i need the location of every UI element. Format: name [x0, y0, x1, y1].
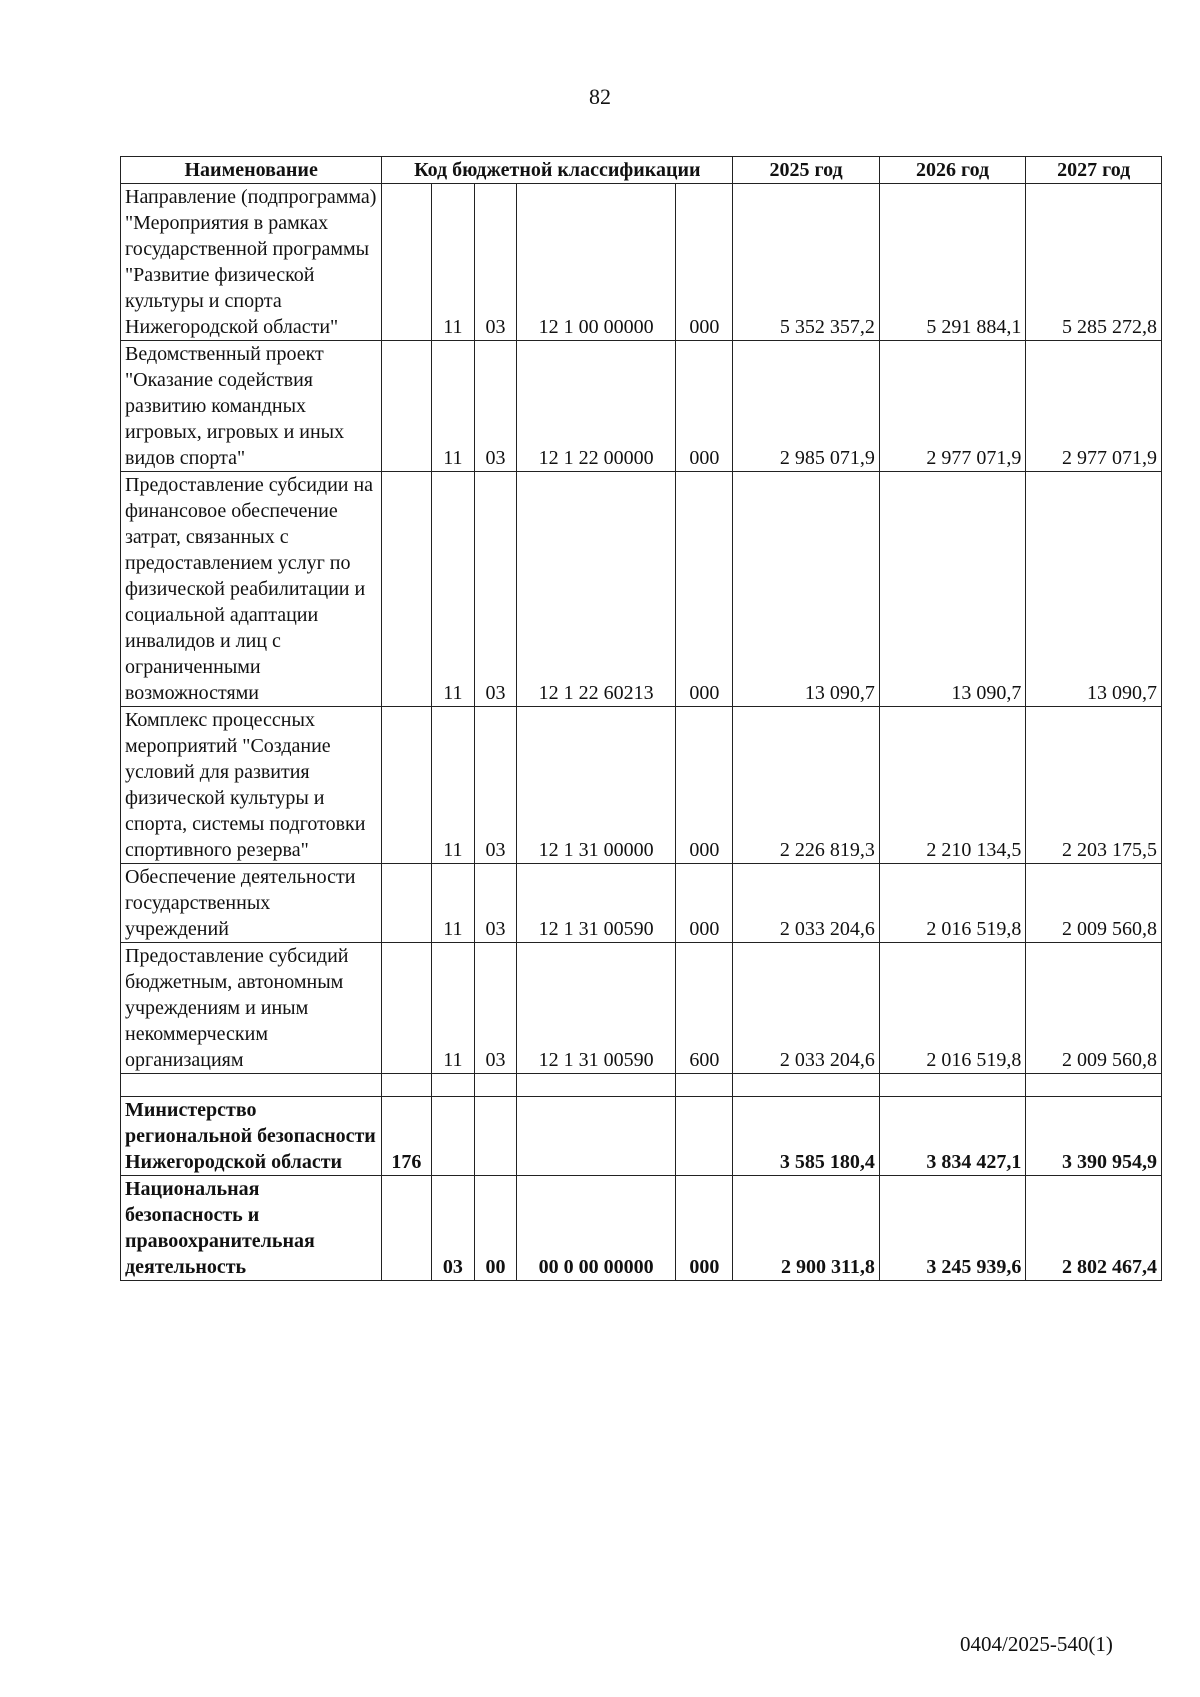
row-name: Предоставление субсидий бюджетным, автономным учреждениям и иным некоммерческим организациям: [121, 943, 382, 1074]
empty-cell: [733, 1074, 880, 1097]
code-target: 12 1 31 00590: [516, 864, 676, 943]
header-2026: 2026 год: [879, 157, 1026, 184]
value-2027: 5 285 272,8: [1026, 184, 1162, 341]
code-target: 00 0 00 00000: [516, 1176, 676, 1281]
code-ministry: [382, 707, 431, 864]
row-name: Предоставление субсидии на финансовое обеспечение затрат, связанных с предоставлением услуг по физической реабилитации и социальной адаптации инвалидов и лиц с ограниченными возможностями: [121, 472, 382, 707]
value-2027: 3 390 954,9: [1026, 1097, 1162, 1176]
code-subsection: 03: [475, 864, 517, 943]
value-2027: 2 977 071,9: [1026, 341, 1162, 472]
value-2025: 2 033 204,6: [733, 864, 880, 943]
value-2027: 2 009 560,8: [1026, 864, 1162, 943]
code-subsection: 00: [475, 1176, 517, 1281]
value-2027: 2 203 175,5: [1026, 707, 1162, 864]
code-target: 12 1 00 00000: [516, 184, 676, 341]
code-subsection: 03: [475, 184, 517, 341]
empty-cell: [382, 1074, 431, 1097]
value-2025: 13 090,7: [733, 472, 880, 707]
page-number: 82: [589, 84, 611, 109]
code-target: 12 1 31 00000: [516, 707, 676, 864]
row-name: Обеспечение деятельности государственных учреждений: [121, 864, 382, 943]
value-2025: 5 352 357,2: [733, 184, 880, 341]
table-row: [121, 184, 1162, 341]
table-row: [121, 864, 1162, 943]
code-ministry: 176: [382, 1097, 431, 1176]
value-2025: 2 226 819,3: [733, 707, 880, 864]
table-row: [121, 1176, 1162, 1281]
empty-cell: [676, 1074, 733, 1097]
code-subsection: 03: [475, 472, 517, 707]
table-row: [121, 943, 1162, 1074]
value-2026: 3 245 939,6: [879, 1176, 1026, 1281]
value-2026: 2 210 134,5: [879, 707, 1026, 864]
value-2026: 3 834 427,1: [879, 1097, 1026, 1176]
code-expense-type: 000: [676, 472, 733, 707]
value-2025: 3 585 180,4: [733, 1097, 880, 1176]
value-2026: 5 291 884,1: [879, 184, 1026, 341]
header-name: Наименование: [121, 157, 382, 184]
code-section: 11: [431, 864, 475, 943]
document-code: 0404/2025-540(1): [960, 1632, 1113, 1656]
code-target: 12 1 22 00000: [516, 341, 676, 472]
code-expense-type: 000: [676, 707, 733, 864]
empty-cell: [516, 1074, 676, 1097]
table-spacer-row: [121, 1074, 1162, 1097]
value-2025: 2 985 071,9: [733, 341, 880, 472]
value-2027: 13 090,7: [1026, 472, 1162, 707]
code-ministry: [382, 472, 431, 707]
value-2026: 2 977 071,9: [879, 341, 1026, 472]
value-2026: 2 016 519,8: [879, 864, 1026, 943]
code-section: 03: [431, 1176, 475, 1281]
code-expense-type: 000: [676, 341, 733, 472]
value-2026: 13 090,7: [879, 472, 1026, 707]
code-subsection: 03: [475, 943, 517, 1074]
code-section: 11: [431, 943, 475, 1074]
empty-cell: [879, 1074, 1026, 1097]
row-name: Министерство региональной безопасности Нижегородской области: [121, 1097, 382, 1176]
table-row: [121, 707, 1162, 864]
code-section: 11: [431, 341, 475, 472]
table-row: [121, 341, 1162, 472]
code-ministry: [382, 1176, 431, 1281]
code-subsection: 03: [475, 341, 517, 472]
code-expense-type: [676, 1097, 733, 1176]
empty-cell: [475, 1074, 517, 1097]
code-section: 11: [431, 472, 475, 707]
code-expense-type: 000: [676, 184, 733, 341]
value-2026: 2 016 519,8: [879, 943, 1026, 1074]
code-expense-type: 000: [676, 1176, 733, 1281]
empty-cell: [121, 1074, 382, 1097]
code-target: [516, 1097, 676, 1176]
code-section: 11: [431, 707, 475, 864]
table-row: [121, 1097, 1162, 1176]
code-ministry: [382, 864, 431, 943]
value-2027: 2 009 560,8: [1026, 943, 1162, 1074]
code-target: 12 1 31 00590: [516, 943, 676, 1074]
header-code: Код бюджетной классификации: [382, 157, 733, 184]
code-ministry: [382, 943, 431, 1074]
code-section: 11: [431, 184, 475, 341]
value-2025: 2 033 204,6: [733, 943, 880, 1074]
code-subsection: 03: [475, 707, 517, 864]
code-expense-type: 600: [676, 943, 733, 1074]
code-subsection: [475, 1097, 517, 1176]
value-2027: 2 802 467,4: [1026, 1176, 1162, 1281]
code-target: 12 1 22 60213: [516, 472, 676, 707]
row-name: Направление (подпрограмма) "Мероприятия в рамках государственной программы "Развитие физической культуры и спорта Нижегородской области": [121, 184, 382, 341]
table-row: [121, 472, 1162, 707]
value-2025: 2 900 311,8: [733, 1176, 880, 1281]
table-header-row: [121, 157, 1162, 184]
empty-cell: [1026, 1074, 1162, 1097]
code-expense-type: 000: [676, 864, 733, 943]
code-section: [431, 1097, 475, 1176]
code-ministry: [382, 341, 431, 472]
row-name: Национальная безопасность и правоохранительная деятельность: [121, 1176, 382, 1281]
header-2025: 2025 год: [733, 157, 880, 184]
row-name: Ведомственный проект "Оказание содействия развитию командных игровых, игровых и иных видов спорта": [121, 341, 382, 472]
header-2027: 2027 год: [1026, 157, 1162, 184]
budget-table: [120, 156, 1162, 1281]
row-name: Комплекс процессных мероприятий "Создание условий для развития физической культуры и спорта, системы подготовки спортивного резерва": [121, 707, 382, 864]
code-ministry: [382, 184, 431, 341]
empty-cell: [431, 1074, 475, 1097]
